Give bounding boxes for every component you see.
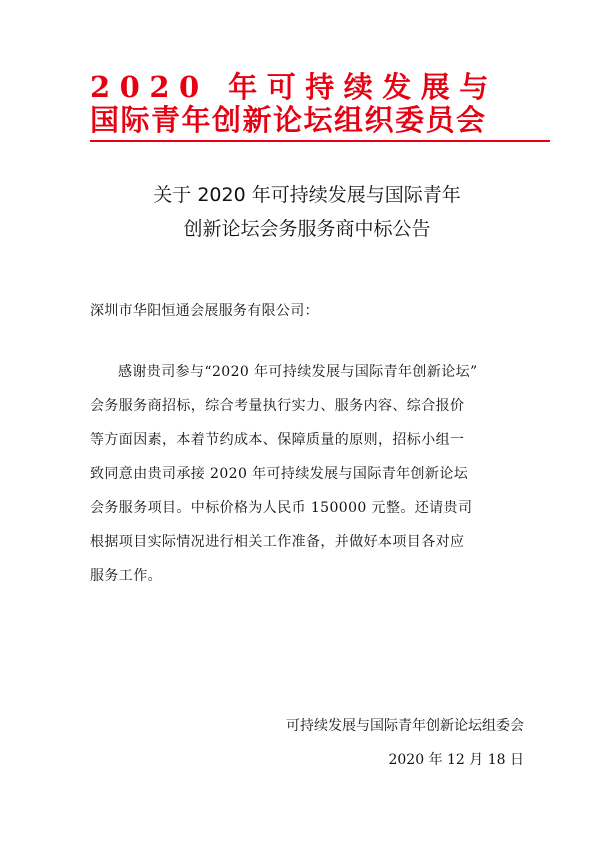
body-line: 服务工作。 <box>90 568 162 584</box>
notice-title-line-2: 创新论坛会务服务商中标公告 <box>183 218 431 240</box>
salutation: 深圳市华阳恒通会展服务有限公司： <box>90 303 319 319</box>
letterhead-line-1: 2020 年可持续发展与 <box>90 70 498 104</box>
body-line: 会务服务商招标，综合考量执行实力、服务内容、综合报价 <box>90 398 465 414</box>
signature-organization: 可持续发展与国际青年创新论坛组委会 <box>286 718 524 734</box>
letterhead-divider <box>90 140 550 142</box>
signature-date: 2020 年 12 月 18 日 <box>388 752 524 768</box>
body-line: 感谢贵司参与“2020 年可持续发展与国际青年创新论坛” <box>118 364 478 380</box>
letterhead-line-2: 国际青年创新论坛组织委员会 <box>90 103 487 137</box>
body-line: 等方面因素，本着节约成本、保障质量的原则，招标小组一 <box>90 432 465 448</box>
body-line: 根据项目实际情况进行相关工作准备，并做好本项目各对应 <box>90 534 465 550</box>
body-line: 会务服务项目。中标价格为人民币 150000 元整。还请贵司 <box>90 500 473 516</box>
notice-title-line-1: 关于 2020 年可持续发展与国际青年 <box>153 184 461 206</box>
body-line: 致同意由贵司承接 2020 年可持续发展与国际青年创新论坛 <box>90 466 469 482</box>
